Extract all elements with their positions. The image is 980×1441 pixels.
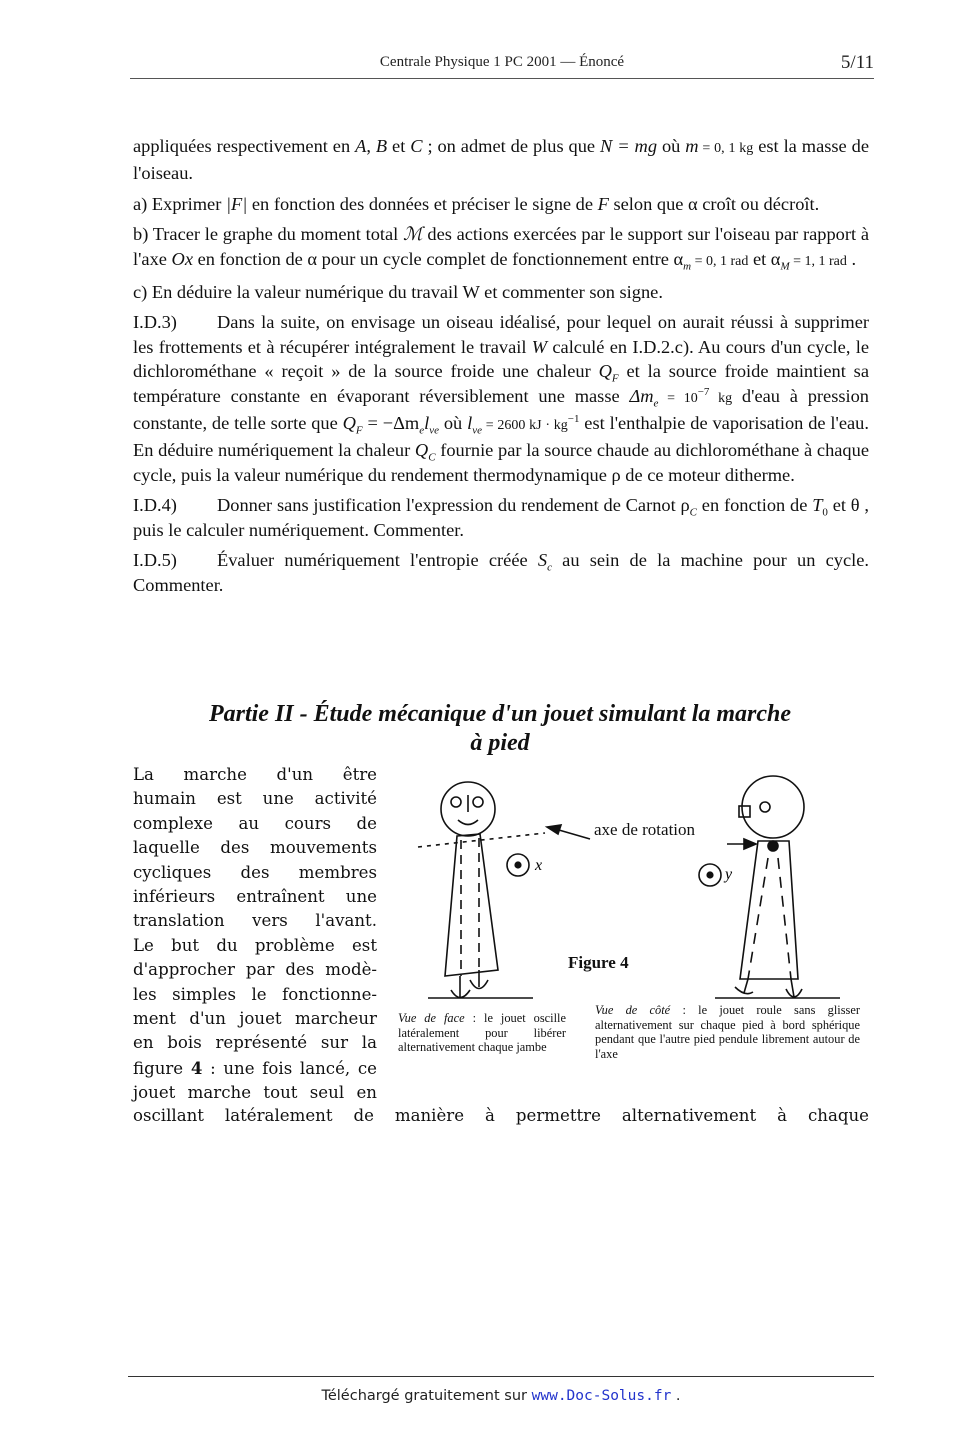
y-axis-label: y (725, 866, 733, 883)
question-a: a) Exprimer |F| en fonction des données et préciser le signe de F selon que α croît ou décroît. (133, 193, 820, 214)
main-text (133, 134, 869, 603)
page-header (130, 52, 874, 79)
caption-side-view: Vue de côté : le jouet roule sans glisser alternativement sur chaque pied à bord sphérique pendant que l'autre pied pendule librement autour de l'axe (595, 1003, 860, 1061)
intro-column: La marche d'un être humain est une activité complexe au cours de laquelle des mouvements cycliques des membres inférieurs entraînent une translation vers l'avant. Le but du problème est d'approcher par des modè- les simples le fonctionne- ment d'un jouet marcheur en bois représenté sur la figure 4 : une fois lancé, ce jouet marche tout seul en (133, 765, 377, 1103)
walking-toy-diagram (380, 765, 880, 1005)
figure-4 (380, 765, 880, 1095)
axis-label: axe de rotation (594, 820, 696, 839)
side-head-icon (742, 776, 804, 838)
section-id5: I.D.5) Évaluer numériquement l'entropie créée $S_c$ au sein de la machine pour un cycle. Commenter. (133, 550, 869, 595)
caption-front-view: Vue de face : le jouet oscille latéralement pour libérer alternativement chaque jambe (398, 1011, 566, 1054)
page-number: 5/11 (840, 52, 874, 73)
page-footer: Téléchargé gratuitement sur www.Doc-Solus.fr . (128, 1376, 874, 1404)
x-axis-label: x (535, 857, 543, 874)
paragraph-intro: appliquées respectivement en A, B et C ; on admet de plus que N = mg où m = 0, 1 kg est la masse de l'oiseau. (133, 136, 869, 184)
section-id3: I.D.3) Dans la suite, on envisage un oiseau idéalisé, pour lequel on aurait réussi à supprimer les frottements et à récupérer intégralement le travail W calculé en I.D.2.c). Au cours d'un cycle, le dichlorométhane « reçoit » de la source froide une chaleur $Q_F$ et la source froide maintient sa température constante en évaporant réversiblement une masse $\Delta m_e = 10^{-7}$ kg d'eau à pression constante, de telle sorte que $Q_F = -\Delta m_el_{ve}$ où $l_{ve} = 2600$ kJ · $kg^{-1}$ est l'enthalpie de vaporisation de l'eau. En déduire numériquement la chaleur $Q_C$ fournie par la source chaude au dichlorométhane à chaque cycle, puis la valeur numérique du rendement thermodynamique ρ de ce moteur ditherme. (133, 312, 870, 485)
header-title: Centrale Physique 1 PC 2001 — Énoncé (379, 54, 625, 70)
section-heading: Partie II - Étude mécanique d'un jouet simulant la marche à pied (208, 701, 792, 756)
question-c: c) En déduire la valeur numérique du travail W et commenter son signe. (133, 282, 663, 303)
figure-title: Figure 4 (568, 953, 629, 972)
question-b: b) Tracer le graphe du moment total ℳ des actions exercées par le support sur l'oiseau par rapport à l'axe Ox en fonction de α pour un cycle complet de fonctionnement entre $\alpha_m = 0$, 1 rad et $\alpha_M = 1$, 1 rad . (133, 224, 869, 273)
section-id4: I.D.4) Donner sans justification l'expression du rendement de Carnot $\rho_C$ en fonction de $T_0$ et θ , puis le calculer numériquement. Commenter. (133, 495, 869, 540)
doc-solus-link[interactable]: www.Doc-Solus.fr (531, 1388, 672, 1404)
continuation-line: oscillant latéralement de manière à permettre alternativement à chaque (133, 1106, 869, 1125)
